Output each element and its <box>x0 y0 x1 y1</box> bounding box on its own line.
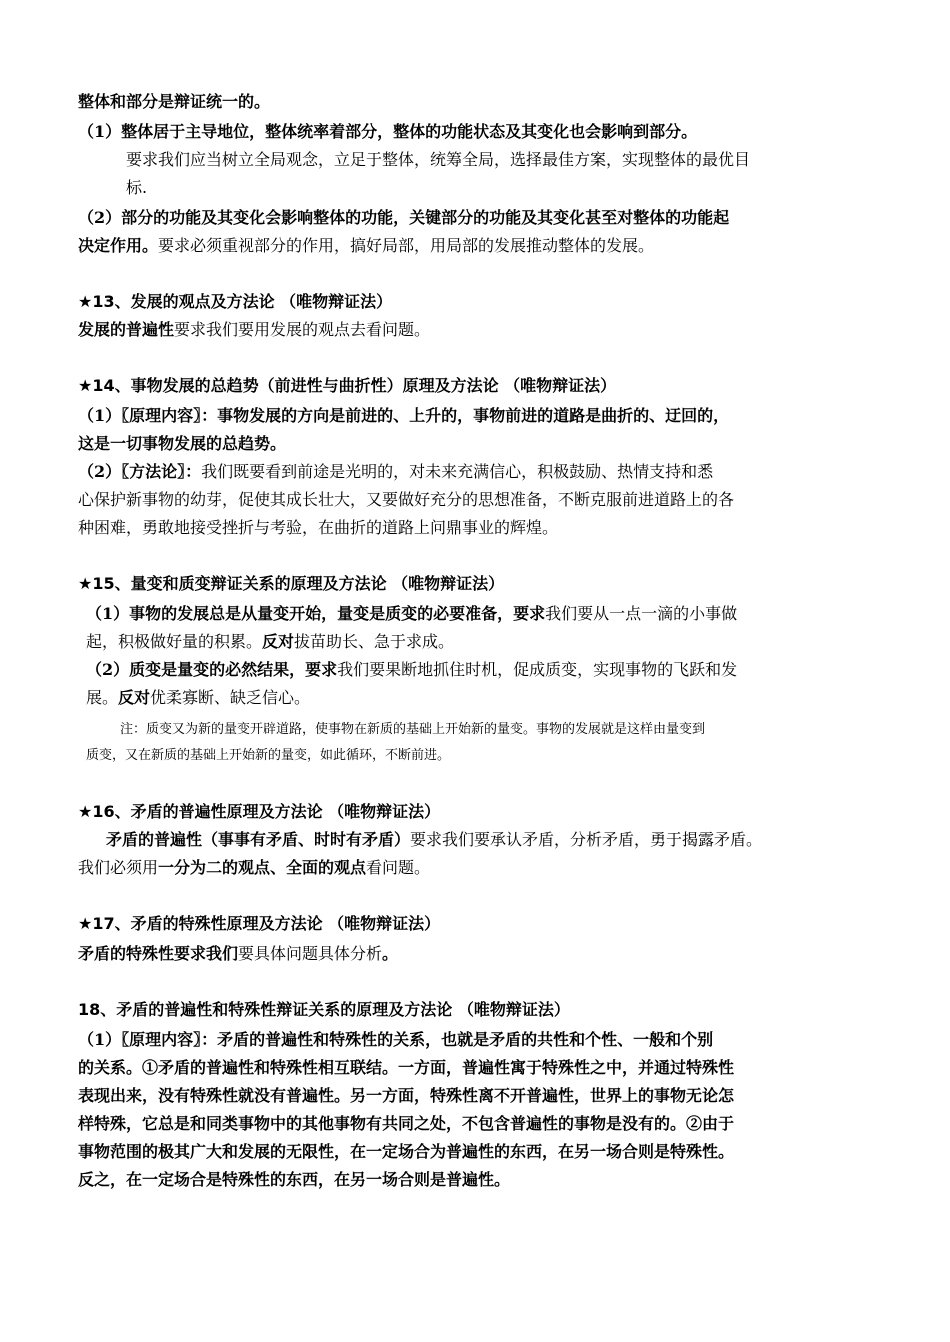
s15-line-3 <box>86 660 737 680</box>
s16-line-2-a: 我们必须用 <box>78 858 159 877</box>
s16-line-2-bold: 一分为二的观点、全面的观点 <box>158 858 367 877</box>
s12-line-6 <box>78 236 654 256</box>
s15-line-2-c: 拔苗助长、急于求成。 <box>294 632 455 651</box>
s13-line-1-bold: 发展的普遍性 <box>78 320 175 339</box>
s15-line-1 <box>86 604 737 624</box>
s15-note-2: 质变，又在新质的基础上开始新的量变，如此循环，不断前进。 <box>86 748 451 763</box>
s12-line-5: （2）部分的功能及其变化会影响整体的功能，关键部分的功能及其变化甚至对整体的功能起 <box>78 208 730 227</box>
s15-note-1: 注：质变又为新的量变开辟道路，使事物在新质的基础上开始新的量变。事物的发展就是这样由量变到 <box>120 722 706 737</box>
s18-line-1: （1）〖原理内容〗：矛盾的普遍性和特殊性的关系，也就是矛盾的共性和个性、一般和个别 <box>78 1030 714 1049</box>
s16-line-1-rest: 要求我们要承认矛盾，分析矛盾，勇于揭露矛盾。 <box>410 830 763 849</box>
s13-line-1-rest: 要求我们要用发展的观点去看问题。 <box>174 320 431 339</box>
s16-line-2-c: 看问题。 <box>366 858 431 877</box>
s16-title: ★16、矛盾的普遍性原理及方法论 （唯物辩证法） <box>78 802 441 821</box>
s13-line-1 <box>78 320 430 340</box>
s12-line-4: 标. <box>126 178 148 197</box>
s14-line-3 <box>78 462 713 482</box>
s18-line-6: 反之，在一定场合是特殊性的东西，在另一场合则是普遍性。 <box>78 1170 511 1189</box>
s15-line-2-a: 起，积极做好量的积累。 <box>86 632 263 651</box>
s13-title: ★13、发展的观点及方法论 （唯物辩证法） <box>78 292 393 311</box>
s14-line-3-bold: （2）〖方法论〗： <box>78 462 202 481</box>
s15-line-3-bold: （2）质变是量变的必然结果，要求 <box>86 660 338 679</box>
s18-line-5: 事物范围的极其广大和发展的无限性，在一定场合为普遍性的东西，在另一场合则是特殊性。 <box>78 1142 735 1161</box>
s15-title: ★15、量变和质变辩证关系的原理及方法论 （唯物辩证法） <box>78 574 505 593</box>
s16-line-2 <box>78 858 430 878</box>
s14-line-3-rest: 我们既要看到前途是光明的，对未来充满信心，积极鼓励、热情支持和悉 <box>201 462 714 481</box>
s16-line-1-bold: 矛盾的普遍性（事事有矛盾、时时有矛盾） <box>106 830 411 849</box>
s12-line-3: 要求我们应当树立全局观念，立足于整体，统筹全局，选择最佳方案，实现整体的最优目 <box>126 150 751 169</box>
s12-line-1: 整体和部分是辩证统一的。 <box>78 92 271 111</box>
s14-line-4: 心保护新事物的幼芽，促使其成长壮大，又要做好充分的思想准备，不断克服前进道路上的各 <box>78 490 735 509</box>
s15-line-2 <box>86 632 454 652</box>
s15-line-4 <box>86 688 310 708</box>
s14-line-5: 种困难，勇敢地接受挫折与考验，在曲折的道路上问鼎事业的辉煌。 <box>78 518 559 537</box>
s18-line-3: 表现出来，没有特殊性就没有普遍性。另一方面，特殊性离不开普遍性，世界上的事物无论怎 <box>78 1086 735 1105</box>
s14-line-1: （1）〖原理内容〗：事物发展的方向是前进的、上升的，事物前进的道路是曲折的、迂回的， <box>78 406 730 425</box>
s17-line-1 <box>78 944 398 964</box>
s15-line-2-bold: 反对 <box>262 632 295 651</box>
s16-line-1 <box>106 830 762 850</box>
s15-line-1-rest: 我们要从一点一滴的小事做 <box>545 604 738 623</box>
s12-line-6-rest: 要求必须重视部分的作用，搞好局部，用局部的发展推动整体的发展。 <box>158 236 655 255</box>
s17-line-1-end: 。 <box>382 944 399 963</box>
s17-line-1-bold: 矛盾的特殊性要求我们 <box>78 944 239 963</box>
s17-line-1-rest: 要具体问题具体分析 <box>238 944 383 963</box>
s15-line-1-bold: （1）事物的发展总是从量变开始，量变是质变的必要准备，要求 <box>86 604 546 623</box>
s14-line-2: 这是一切事物发展的总趋势。 <box>78 434 287 453</box>
s14-title: ★14、事物发展的总趋势（前进性与曲折性）原理及方法论 （唯物辩证法） <box>78 376 617 395</box>
s15-line-4-a: 展。 <box>86 688 119 707</box>
s12-line-6-bold: 决定作用。 <box>78 236 159 255</box>
s12-line-2: （1）整体居于主导地位，整体统率着部分，整体的功能状态及其变化也会影响到部分。 <box>78 122 698 141</box>
s18-title: 18、矛盾的普遍性和特殊性辩证关系的原理及方法论 （唯物辩证法） <box>78 1000 570 1019</box>
s18-line-4: 样特殊，它总是和同类事物中的其他事物有共同之处，不包含普遍性的事物是没有的。②由于 <box>78 1114 735 1133</box>
s17-title: ★17、矛盾的特殊性原理及方法论 （唯物辩证法） <box>78 914 441 933</box>
s18-line-2: 的关系。①矛盾的普遍性和特殊性相互联结。一方面，普遍性寓于特殊性之中，并通过特殊性 <box>78 1058 735 1077</box>
s15-line-4-bold: 反对 <box>118 688 151 707</box>
s15-line-3-rest: 我们要果断地抓住时机，促成质变，实现事物的飞跃和发 <box>337 660 738 679</box>
s15-line-4-c: 优柔寡断、缺乏信心。 <box>150 688 311 707</box>
